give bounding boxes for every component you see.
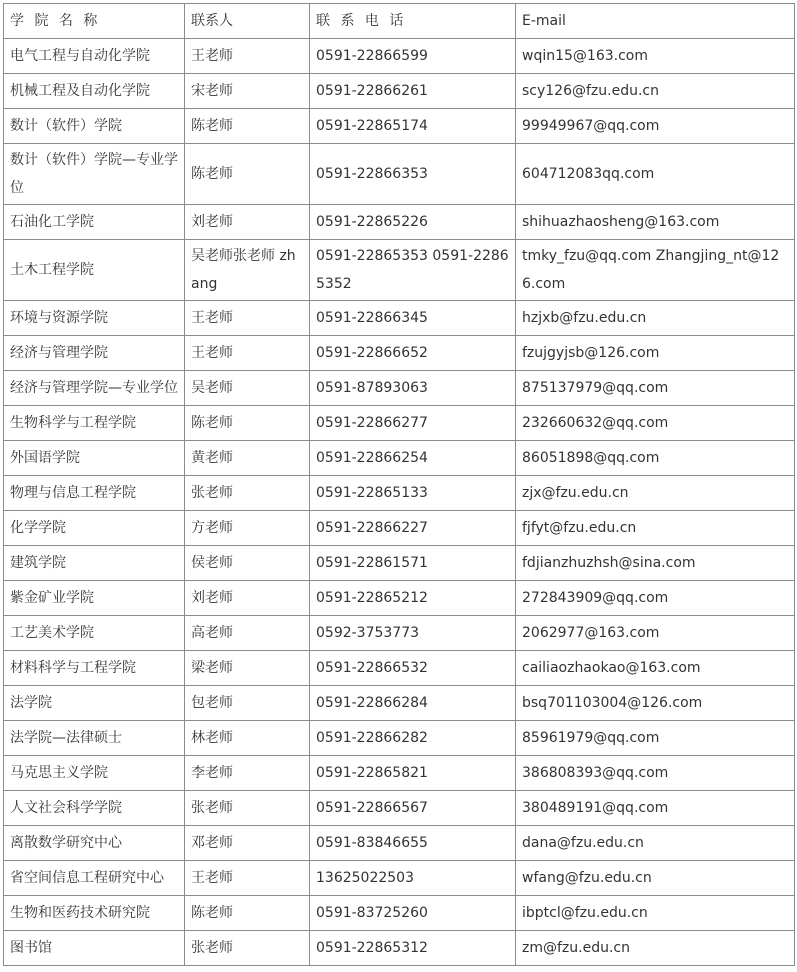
phone-cell: 0591-83725260	[310, 896, 516, 931]
contact-person-cell: 包老师	[185, 686, 310, 721]
email-cell: 86051898@qq.com	[516, 441, 795, 476]
table-row	[4, 546, 795, 581]
email-cell: zjx@fzu.edu.cn	[516, 476, 795, 511]
table-row	[4, 406, 795, 441]
contact-person-cell: 梁老师	[185, 651, 310, 686]
contact-person-cell: 李老师	[185, 756, 310, 791]
contact-person-cell: 高老师	[185, 616, 310, 651]
table-row	[4, 826, 795, 861]
phone-cell: 0591-22865174	[310, 109, 516, 144]
email-cell: shihuazhaosheng@163.com	[516, 205, 795, 240]
phone-cell: 0591-22866532	[310, 651, 516, 686]
contact-person-cell: 王老师	[185, 861, 310, 896]
phone-cell: 0591-22866353	[310, 144, 516, 205]
phone-cell: 0591-22865353 0591-22865352	[310, 240, 516, 301]
table-row	[4, 205, 795, 240]
college-name-cell: 化学学院	[4, 511, 185, 546]
contact-person-cell: 王老师	[185, 301, 310, 336]
college-name-cell: 石油化工学院	[4, 205, 185, 240]
email-cell: 99949967@qq.com	[516, 109, 795, 144]
email-cell: tmky_fzu@qq.com Zhangjing_nt@126.com	[516, 240, 795, 301]
phone-cell: 0591-22866282	[310, 721, 516, 756]
email-cell: ibptcl@fzu.edu.cn	[516, 896, 795, 931]
email-cell: 604712083qq.com	[516, 144, 795, 205]
contact-person-cell: 刘老师	[185, 581, 310, 616]
contact-person-cell: 陈老师	[185, 109, 310, 144]
email-cell: fjfyt@fzu.edu.cn	[516, 511, 795, 546]
college-name-cell: 离散数学研究中心	[4, 826, 185, 861]
phone-cell: 0591-22866284	[310, 686, 516, 721]
email-cell: 232660632@qq.com	[516, 406, 795, 441]
phone-cell: 0591-22866227	[310, 511, 516, 546]
table-row	[4, 336, 795, 371]
table-row	[4, 476, 795, 511]
college-name-cell: 数计（软件）学院	[4, 109, 185, 144]
contact-person-cell: 张老师	[185, 931, 310, 966]
table-row	[4, 39, 795, 74]
contact-table	[3, 3, 795, 966]
college-name-cell: 机械工程及自动化学院	[4, 74, 185, 109]
table-row	[4, 371, 795, 406]
table-row	[4, 301, 795, 336]
college-name-cell: 工艺美术学院	[4, 616, 185, 651]
table-row	[4, 616, 795, 651]
phone-cell: 0591-22866254	[310, 441, 516, 476]
contact-person-cell: 王老师	[185, 336, 310, 371]
phone-cell: 0591-22866345	[310, 301, 516, 336]
header-row	[4, 4, 795, 39]
email-cell: 2062977@163.com	[516, 616, 795, 651]
contact-person-cell: 吴老师张老师 zhang	[185, 240, 310, 301]
contact-person-cell: 侯老师	[185, 546, 310, 581]
header-contact-person: 联系人	[185, 4, 310, 39]
email-cell: hzjxb@fzu.edu.cn	[516, 301, 795, 336]
contact-person-cell: 张老师	[185, 791, 310, 826]
table-row	[4, 441, 795, 476]
header-email: E-mail	[516, 4, 795, 39]
college-name-cell: 材料科学与工程学院	[4, 651, 185, 686]
contact-person-cell: 刘老师	[185, 205, 310, 240]
college-name-cell: 经济与管理学院—专业学位	[4, 371, 185, 406]
email-cell: scy126@fzu.edu.cn	[516, 74, 795, 109]
contact-person-cell: 陈老师	[185, 144, 310, 205]
table-row	[4, 686, 795, 721]
email-cell: 875137979@qq.com	[516, 371, 795, 406]
phone-cell: 13625022503	[310, 861, 516, 896]
contact-person-cell: 张老师	[185, 476, 310, 511]
table-row	[4, 721, 795, 756]
college-name-cell: 法学院—法律硕士	[4, 721, 185, 756]
table-row	[4, 931, 795, 966]
college-name-cell: 法学院	[4, 686, 185, 721]
phone-cell: 0592-3753773	[310, 616, 516, 651]
college-name-cell: 建筑学院	[4, 546, 185, 581]
email-cell: fdjianzhuzhsh@sina.com	[516, 546, 795, 581]
phone-cell: 0591-22866652	[310, 336, 516, 371]
contact-person-cell: 陈老师	[185, 896, 310, 931]
table-row	[4, 511, 795, 546]
email-cell: dana@fzu.edu.cn	[516, 826, 795, 861]
college-name-cell: 电气工程与自动化学院	[4, 39, 185, 74]
table-row	[4, 581, 795, 616]
email-cell: 272843909@qq.com	[516, 581, 795, 616]
college-name-cell: 经济与管理学院	[4, 336, 185, 371]
contact-person-cell: 王老师	[185, 39, 310, 74]
table-row	[4, 74, 795, 109]
contact-person-cell: 陈老师	[185, 406, 310, 441]
phone-cell: 0591-22866599	[310, 39, 516, 74]
college-name-cell: 数计（软件）学院—专业学位	[4, 144, 185, 205]
contact-person-cell: 林老师	[185, 721, 310, 756]
college-name-cell: 生物和医药技术研究院	[4, 896, 185, 931]
email-cell: bsq701103004@126.com	[516, 686, 795, 721]
contact-person-cell: 宋老师	[185, 74, 310, 109]
college-name-cell: 人文社会科学学院	[4, 791, 185, 826]
table-row	[4, 756, 795, 791]
email-cell: 386808393@qq.com	[516, 756, 795, 791]
table-row	[4, 240, 795, 301]
header-college-name: 学 院 名 称	[4, 4, 185, 39]
table-row	[4, 861, 795, 896]
phone-cell: 0591-87893063	[310, 371, 516, 406]
college-name-cell: 外国语学院	[4, 441, 185, 476]
email-cell: zm@fzu.edu.cn	[516, 931, 795, 966]
phone-cell: 0591-22865212	[310, 581, 516, 616]
phone-cell: 0591-83846655	[310, 826, 516, 861]
contact-person-cell: 黄老师	[185, 441, 310, 476]
table-row	[4, 144, 795, 205]
college-name-cell: 马克思主义学院	[4, 756, 185, 791]
phone-cell: 0591-22865821	[310, 756, 516, 791]
phone-cell: 0591-22861571	[310, 546, 516, 581]
phone-cell: 0591-22865312	[310, 931, 516, 966]
phone-cell: 0591-22865226	[310, 205, 516, 240]
email-cell: wqin15@163.com	[516, 39, 795, 74]
phone-cell: 0591-22866277	[310, 406, 516, 441]
table-row	[4, 651, 795, 686]
table-row	[4, 109, 795, 144]
email-cell: fzujgyjsb@126.com	[516, 336, 795, 371]
college-name-cell: 环境与资源学院	[4, 301, 185, 336]
header-phone: 联 系 电 话	[310, 4, 516, 39]
email-cell: 85961979@qq.com	[516, 721, 795, 756]
phone-cell: 0591-22866567	[310, 791, 516, 826]
college-name-cell: 生物科学与工程学院	[4, 406, 185, 441]
table-row	[4, 896, 795, 931]
college-name-cell: 省空间信息工程研究中心	[4, 861, 185, 896]
table-body	[4, 39, 795, 966]
email-cell: wfang@fzu.edu.cn	[516, 861, 795, 896]
college-name-cell: 物理与信息工程学院	[4, 476, 185, 511]
phone-cell: 0591-22865133	[310, 476, 516, 511]
contact-person-cell: 吴老师	[185, 371, 310, 406]
contact-person-cell: 邓老师	[185, 826, 310, 861]
email-cell: cailiaozhaokao@163.com	[516, 651, 795, 686]
college-name-cell: 土木工程学院	[4, 240, 185, 301]
phone-cell: 0591-22866261	[310, 74, 516, 109]
table-row	[4, 791, 795, 826]
college-name-cell: 图书馆	[4, 931, 185, 966]
email-cell: 380489191@qq.com	[516, 791, 795, 826]
contact-person-cell: 方老师	[185, 511, 310, 546]
college-name-cell: 紫金矿业学院	[4, 581, 185, 616]
